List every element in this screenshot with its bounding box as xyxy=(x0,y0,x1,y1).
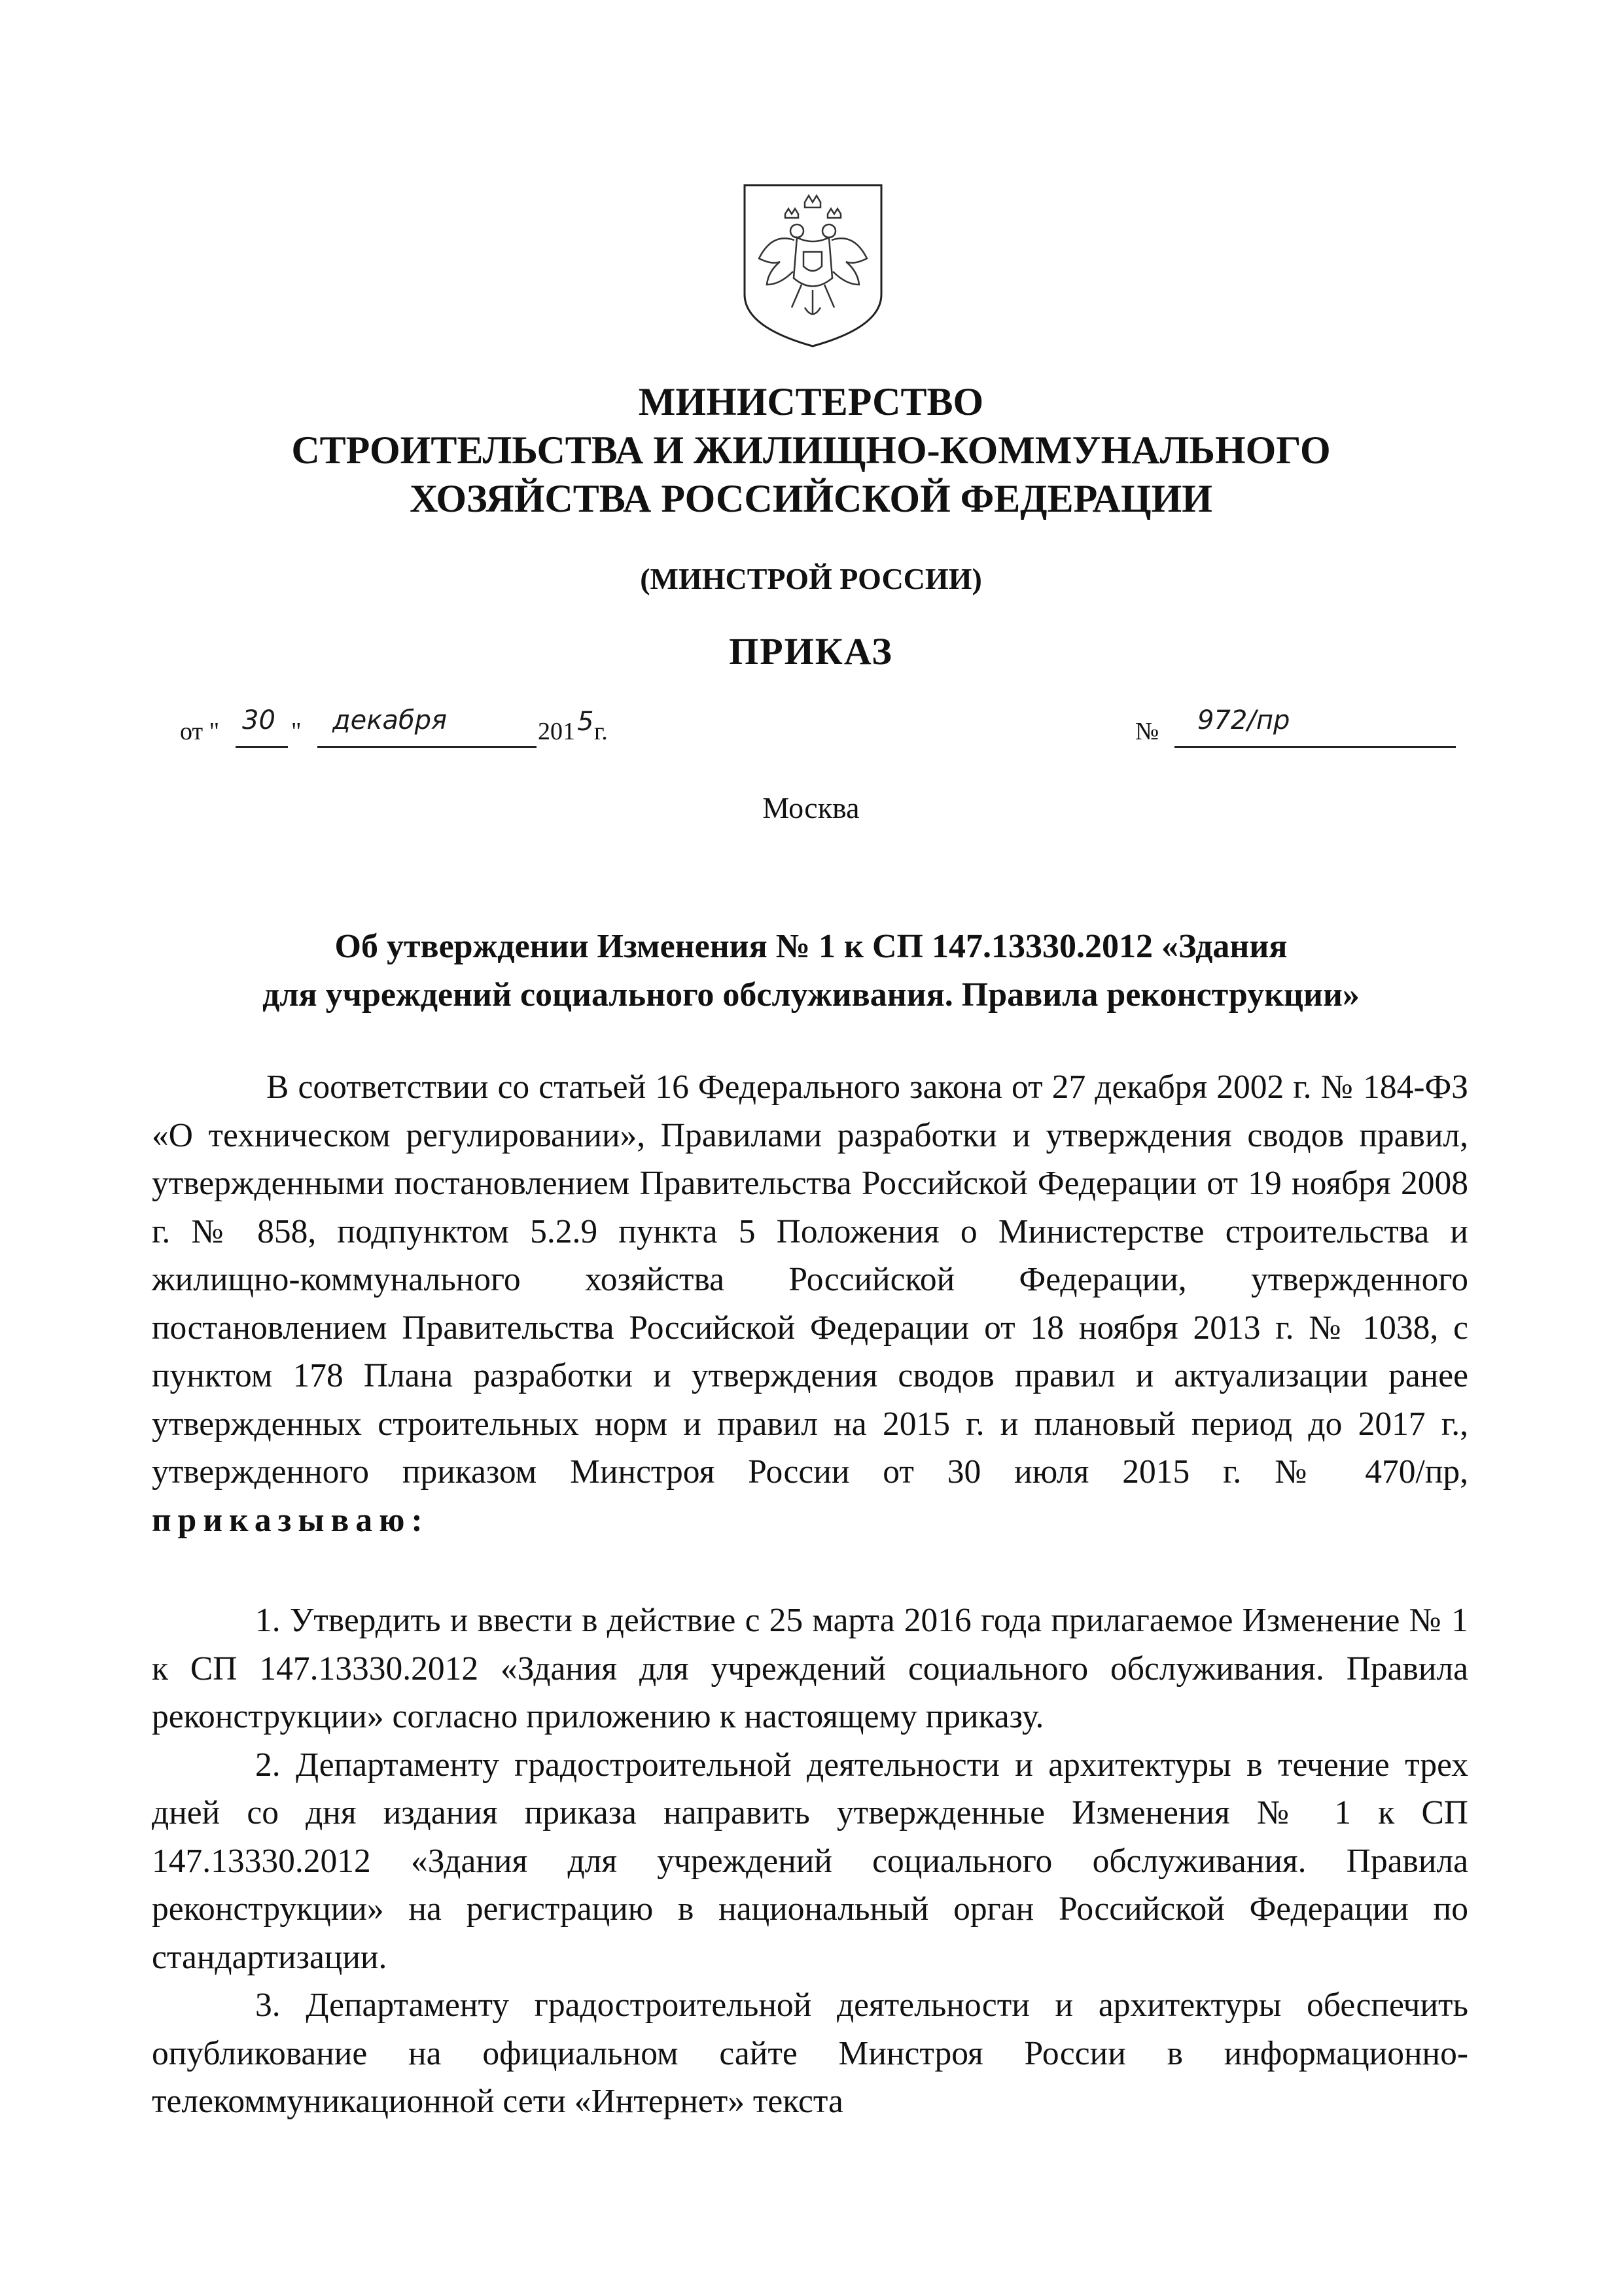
order-title-line-2: для учреждений социального обслуживания. Правила реконструкции» xyxy=(262,976,1360,1014)
document-type: ПРИКАЗ xyxy=(729,630,893,673)
date-year-prefix: 201 xyxy=(538,718,575,745)
org-name-line-3: ХОЗЯЙСТВА РОССИЙСКОЙ ФЕДЕРАЦИИ xyxy=(410,477,1212,520)
order-title-line-1: Об утверждении Изменения № 1 к СП 147.13330.2012 «Здания xyxy=(334,928,1288,965)
date-month-underline xyxy=(317,746,537,748)
order-number: 972/пр xyxy=(1197,705,1290,735)
date-month: декабря xyxy=(332,705,448,735)
org-short-name: (МИНСТРОЙ РОССИИ) xyxy=(640,562,982,595)
city: Москва xyxy=(762,791,860,824)
order-word: приказываю: xyxy=(152,1501,429,1539)
date-year-digit: 5 xyxy=(577,707,594,737)
preamble-text: В соответствии со статьей 16 Федерального закона от 27 декабря 2002 г. № 184-ФЗ «О техническом регулировании», Правилами разработки и утверждения сводов правил, утвержденными постановлением Правительства Российской Федерации от 19 ноября 2008 г. № 858, подпунктом 5.2.9 пункта 5 Положения о Министерстве строительства и жилищно-коммунального хозяйства Российской Федерации, утвержденного постановлением Правительства Российской Федерации от 18 ноября 2013 г. № 1038, с пунктом 178 Плана разработки и утверждения сводов правил и актуализации ранее утвержденных строительных норм и правил на 2015 г. и плановый период до 2017 г., утвержденного приказом Минстроя России от 30 июля 2015 г. № 470/пр, xyxy=(152,1069,1468,1491)
org-name-line-2: СТРОИТЕЛЬСТВА И ЖИЛИЩНО-КОММУНАЛЬНОГО xyxy=(291,429,1331,472)
item-3: 3. Департаменту градостроительной деятельности и архитектуры обеспечить опубликование на официальном сайте Минстроя России в информационно-телекоммуникационной сети «Интернет» текста xyxy=(152,1987,1468,2120)
coat-of-arms-icon xyxy=(739,180,887,351)
date-quote-close: " xyxy=(291,718,302,745)
preamble-paragraph xyxy=(152,1063,1468,1544)
date-day-underline xyxy=(236,746,288,748)
order-number-underline xyxy=(1174,746,1456,748)
number-sign: № xyxy=(1135,718,1159,745)
date-year-suffix: г. xyxy=(594,718,608,745)
org-name-line-1: МИНИСТЕРСТВО xyxy=(638,380,984,423)
date-prefix: от " xyxy=(180,718,220,745)
item-2: 2. Департаменту градостроительной деятельности и архитектуры в течение трех дней со дня издания приказа направить утвержденные Изменения № 1 к СП 147.13330.2012 «Здания для учреждений социального обслуживания. Правила реконструкции» на регистрацию в национальный орган Российской Федерации по стандартизации. xyxy=(152,1746,1468,1976)
item-1: 1. Утвердить и ввести в действие с 25 марта 2016 года прилагаемое Изменение № 1 к СП 147.13330.2012 «Здания для учреждений социального обслуживания. Правила реконструкции» согласно приложению к настоящему приказу. xyxy=(152,1602,1468,1735)
date-day: 30 xyxy=(242,705,275,735)
order-body xyxy=(152,1063,1468,2126)
paragraph-gap xyxy=(152,1544,1468,1597)
